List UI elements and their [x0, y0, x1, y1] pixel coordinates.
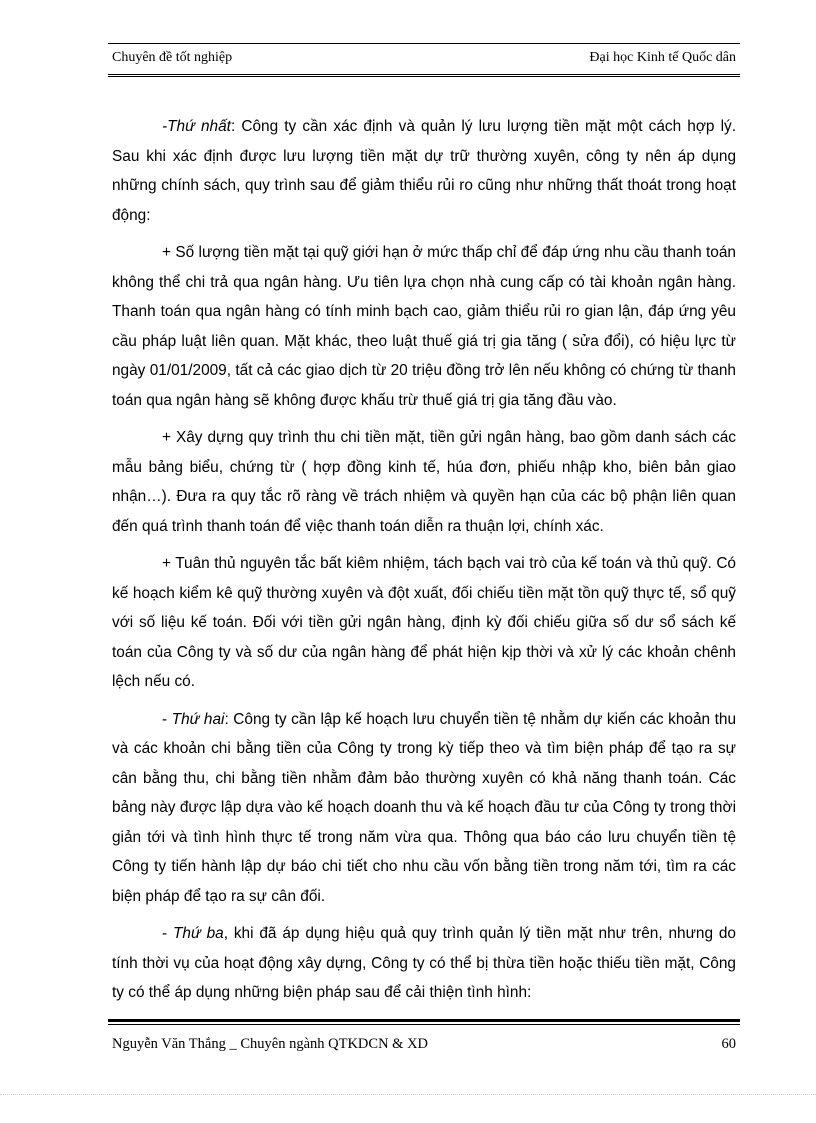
paragraph-thu-ba [112, 919, 736, 1008]
document-body [112, 112, 736, 1016]
header-top-rule [108, 43, 740, 44]
header-bottom-rule [108, 74, 740, 80]
paragraph-tien-mat-quy [112, 238, 736, 415]
paragraph-text: + Tuân thủ nguyên tắc bất kiêm nhiệm, tách bạch vai trò của kế toán và thủ quỹ. Có kế hoạch kiểm kê quỹ thường xuyên và đột xuất, đối chiếu tiền mặt tồn quỹ thực tế, sổ quỹ với số liệu kế toán. Đối với tiền gửi ngân hàng, định kỳ đối chiếu giữa số dư sổ sách kế toán của Công ty và số dư của ngân hàng để phát hiện kịp thời và xử lý các khoản chênh lệch nếu có. [112, 555, 736, 690]
lead-thu-hai: Thứ hai [171, 710, 225, 728]
page-header [112, 50, 736, 74]
page-edge-divider [0, 1094, 816, 1095]
paragraph-thu-nhat [112, 112, 736, 230]
footer-thin-rule [108, 1024, 740, 1025]
paragraph-quy-trinh-thu-chi [112, 423, 736, 541]
paragraph-text: , khi đã áp dụng hiệu quả quy trình quản lý tiền mặt như trên, nhưng do tính thời vụ của hoạt động xây dựng, Công ty có thể bị thừa tiền hoặc thiếu tiền mặt, Công ty có thể áp dụng những biện pháp sau để cải thiện tình hình: [112, 925, 736, 1001]
footer-thick-rule [108, 1019, 740, 1022]
page-footer [112, 1036, 736, 1060]
paragraph-thu-hai [112, 705, 736, 912]
header-left-title: Chuyên đề tốt nghiệp [112, 50, 233, 65]
lead-thu-ba: Thứ ba [173, 925, 224, 942]
paragraph-text: : Công ty cần xác định và quản lý lưu lượng tiền mặt một cách hợp lý. Sau khi xác định được lưu lượng tiền mặt dự trữ thường xuyên, công ty nên áp dụng những chính sách, quy trình sau để giảm thiểu rủi ro cũng như những thất thoát trong hoạt động: [112, 118, 736, 224]
paragraph-bat-kiem-nhiem [112, 549, 736, 697]
lead-thu-nhat: -Thứ nhất [162, 118, 231, 135]
footer-author: Nguyễn Văn Thắng _ Chuyên ngành QTKDCN & XD [112, 1036, 429, 1052]
paragraph-text: + Số lượng tiền mặt tại quỹ giới hạn ở mức thấp chỉ để đáp ứng nhu cầu thanh toán không thể chi trả qua ngân hàng. Ưu tiên lựa chọn nhà cung cấp có tài khoản ngân hàng. Thanh toán qua ngân hàng có tính minh bạch cao, giảm thiểu rủi ro gian lận, đáp ứng yêu cầu pháp luật liên quan. Mặt khác, theo luật thuế giá trị gia tăng ( sửa đổi), có hiệu lực từ ngày 01/01/2009, tất cả các giao dịch từ 20 triệu đồng trở lên nếu không có chứng từ thanh toán qua ngân hàng sẽ không được khấu trừ thuế giá trị gia tăng đầu vào. [112, 244, 736, 409]
paragraph-prefix: - [162, 710, 172, 728]
page-number: 60 [721, 1036, 736, 1052]
paragraph-text: : Công ty cần lập kế hoạch lưu chuyển tiền tệ nhằm dự kiến các khoản thu và các khoản chi bằng tiền của Công ty trong kỳ tiếp theo và tìm biện pháp để tạo ra sự cân bằng thu, chi bằng tiền nhằm đảm bảo thường xuyên có khả năng thanh toán. Các bảng này được lập dựa vào kế hoạch doanh thu và kế hoạch đầu tư của Công ty trong thời giản tới và tình hình thực tế trong năm vừa qua. Thông qua báo cáo lưu chuyển tiền tệ Công ty tiến hành lập dự báo chi tiết cho nhu cầu vốn bằng tiền trong năm tới, tìm ra các biện pháp để tạo ra sự cân đối. [112, 710, 737, 905]
paragraph-text: + Xây dựng quy trình thu chi tiền mặt, tiền gửi ngân hàng, bao gồm danh sách các mẫu bảng biểu, chứng từ ( hợp đồng kinh tế, húa đơn, phiếu nhập kho, biên bản giao nhận…). Đưa ra quy tắc rõ ràng về trách nhiệm và quyền hạn của các bộ phận liên quan đến quá trình thanh toán để việc thanh toán diễn ra thuận lợi, chính xác. [112, 429, 736, 535]
paragraph-prefix: - [162, 925, 173, 942]
header-right-title: Đại học Kinh tế Quốc dân [589, 50, 736, 65]
